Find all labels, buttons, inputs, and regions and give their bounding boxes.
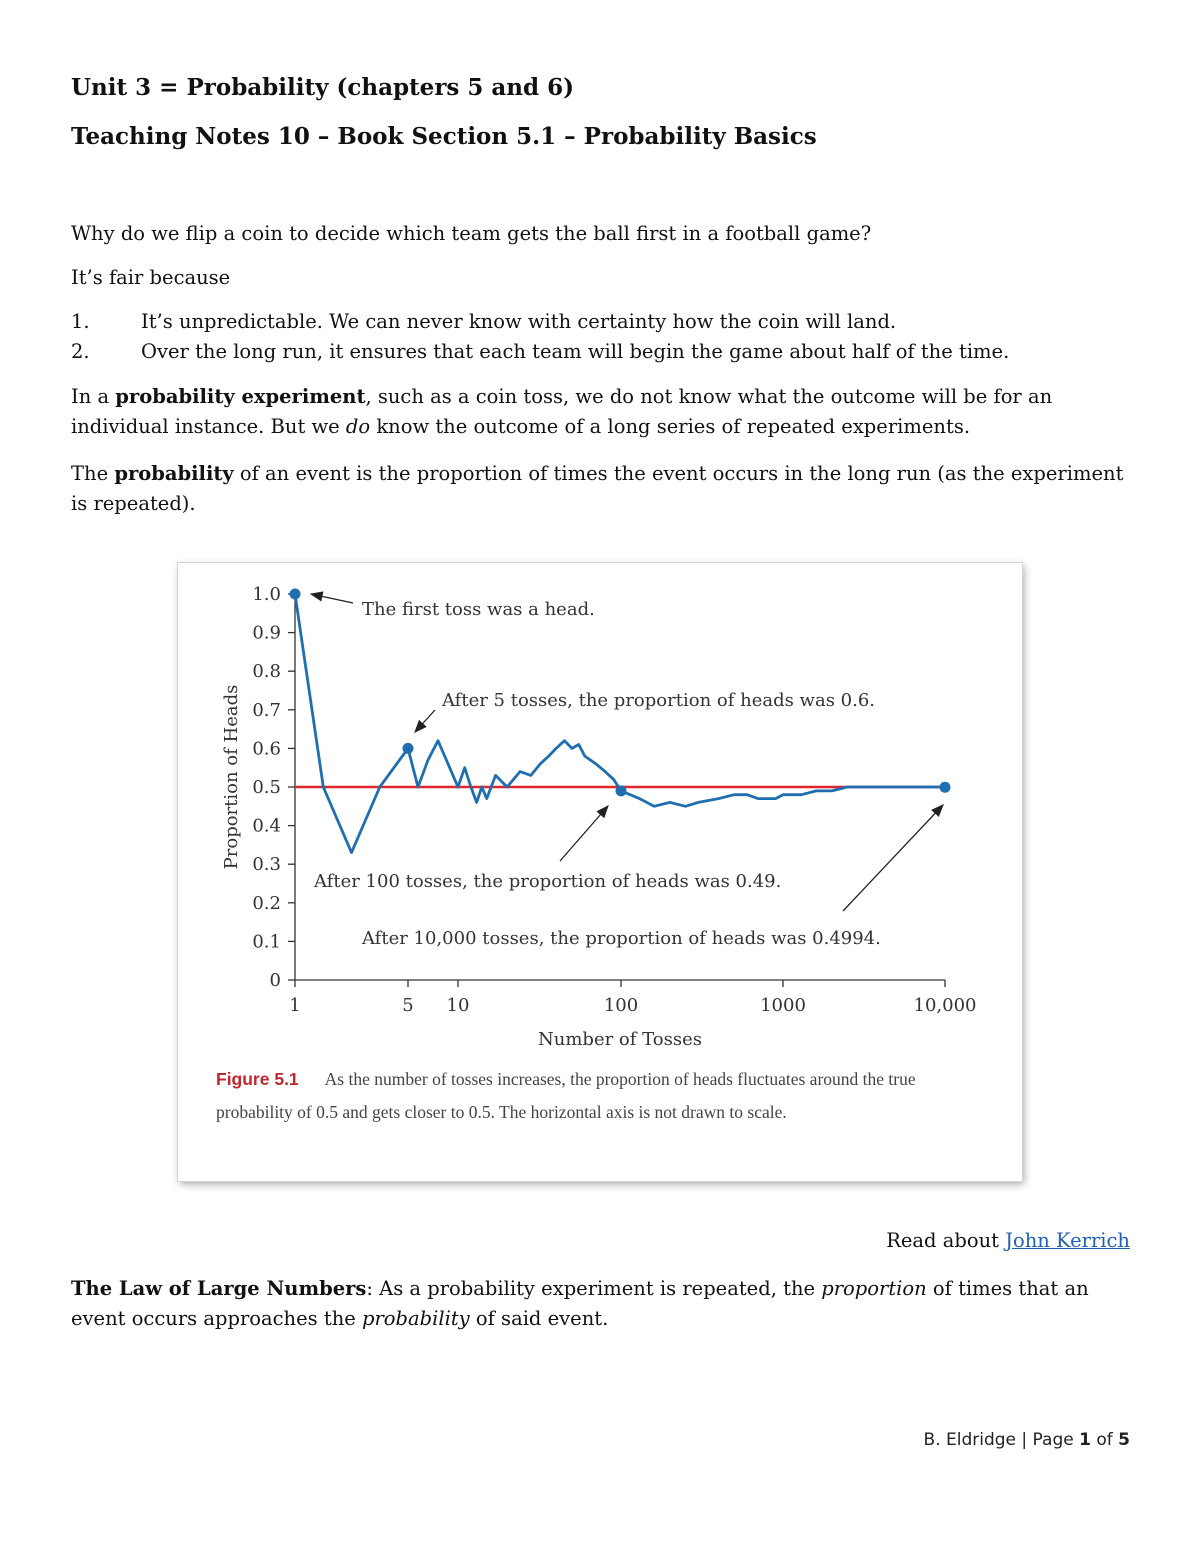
list-item-text: Over the long run, it ensures that each team will begin the game about half of the time. — [141, 340, 1010, 363]
intro-question: Why do we flip a coin to decide which team gets the ball first in a football game? — [71, 222, 872, 245]
highlight-point — [290, 589, 301, 600]
figure-label: Figure 5.1 — [216, 1069, 299, 1089]
y-tick-label: 0.8 — [252, 661, 281, 683]
y-tick-label: 0.7 — [252, 699, 281, 721]
series-line — [295, 594, 945, 853]
figure-caption — [216, 1063, 976, 1129]
read-about-line — [886, 1229, 1130, 1252]
text-run: of said event. — [469, 1307, 609, 1330]
emphasis-do: do — [345, 415, 371, 438]
annotation-first-toss — [311, 594, 595, 620]
y-tick-label: 0.9 — [252, 622, 281, 644]
reasons-list — [71, 307, 1009, 367]
y-tick-label: 0.3 — [252, 854, 281, 876]
probability-paragraph — [71, 459, 1141, 519]
x-tick-label: 1 — [289, 995, 301, 1016]
annotation-five-tosses — [415, 690, 875, 732]
y-tick-label: 0.1 — [252, 931, 281, 953]
y-tick-label: 0.4 — [252, 815, 281, 837]
footer-of: of — [1090, 1430, 1119, 1450]
proportion-of-heads-chart — [178, 563, 1022, 1063]
law-of-large-numbers-paragraph — [71, 1274, 1141, 1334]
y-tick-label: 0.5 — [252, 777, 281, 798]
y-tick-label: 0.2 — [252, 892, 281, 914]
experiment-paragraph — [71, 382, 1141, 442]
text-run: : As a probability experiment is repeated, the — [366, 1277, 822, 1300]
caption-text: As the number of tosses increases, the proportion of heads fluctuates around the true probability of 0.5 and gets closer to 0.5. The horizontal axis is not drawn to scale. — [216, 1069, 916, 1122]
page-footer — [924, 1430, 1130, 1450]
annotation-text: After 10,000 tosses, the proportion of heads was 0.4994. — [362, 928, 881, 949]
y-tick-label: 0.6 — [252, 738, 281, 760]
text-run: of times that an event occurs approaches the — [71, 1277, 1089, 1330]
figure-5-1 — [178, 563, 1022, 1181]
text-run: In a — [71, 385, 116, 408]
footer-page-total: 5 — [1118, 1430, 1130, 1450]
list-item-text: It’s unpredictable. We can never know with certainty how the coin will land. — [141, 310, 897, 333]
list-number: 2. — [71, 340, 90, 363]
y-tick-label: 1.0 — [252, 584, 281, 605]
annotation-text: After 5 tosses, the proportion of heads was 0.6. — [442, 690, 876, 711]
notes-title: Teaching Notes 10 – Book Section 5.1 – Probability Basics — [71, 123, 817, 150]
term-probability: probability — [114, 462, 234, 485]
x-tick-label: 10 — [446, 995, 470, 1016]
list-item — [71, 307, 1009, 337]
text-run: know the outcome of a long series of repeated experiments. — [370, 415, 971, 438]
annotation-text: The first toss was a head. — [362, 599, 595, 620]
emphasis-probability: probability — [362, 1307, 470, 1330]
list-item — [71, 337, 1009, 367]
unit-title: Unit 3 = Probability (chapters 5 and 6) — [71, 74, 575, 101]
x-tick-label: 1000 — [760, 995, 806, 1016]
fair-because: It’s fair because — [71, 266, 231, 289]
x-axis — [289, 980, 976, 1016]
footer-author: B. Eldridge | Page — [923, 1430, 1080, 1450]
annotation-text: After 100 tosses, the proportion of heads was 0.49. — [314, 871, 782, 892]
term-law-of-large-numbers: The Law of Large Numbers — [71, 1277, 367, 1300]
annotation-hundred-tosses — [313, 806, 781, 892]
y-tick-label: 0 — [269, 970, 281, 991]
text-run: The — [71, 462, 115, 485]
x-tick-label: 100 — [603, 995, 639, 1016]
list-number: 1. — [71, 310, 90, 333]
x-tick-label: 5 — [402, 995, 414, 1016]
x-axis-label: Number of Tosses — [538, 1029, 702, 1050]
text-run: , such as a coin toss, we do not know what the outcome will be for an individual instance. But we — [71, 385, 1053, 438]
highlight-point — [616, 785, 627, 796]
x-tick-label: 10,000 — [913, 995, 977, 1016]
text-run: Read about — [886, 1229, 1006, 1252]
highlight-point — [403, 743, 414, 754]
y-axis — [252, 584, 295, 991]
john-kerrich-link[interactable]: John Kerrich — [1005, 1229, 1130, 1252]
term-probability-experiment: probability experiment — [115, 385, 366, 408]
emphasis-proportion: proportion — [821, 1277, 927, 1300]
footer-page-number: 1 — [1079, 1430, 1091, 1450]
text-run: of an event is the proportion of times the event occurs in the long run (as the experiment is repeated). — [71, 462, 1124, 515]
highlight-point — [940, 782, 951, 793]
y-axis-label: Proportion of Heads — [221, 684, 242, 870]
